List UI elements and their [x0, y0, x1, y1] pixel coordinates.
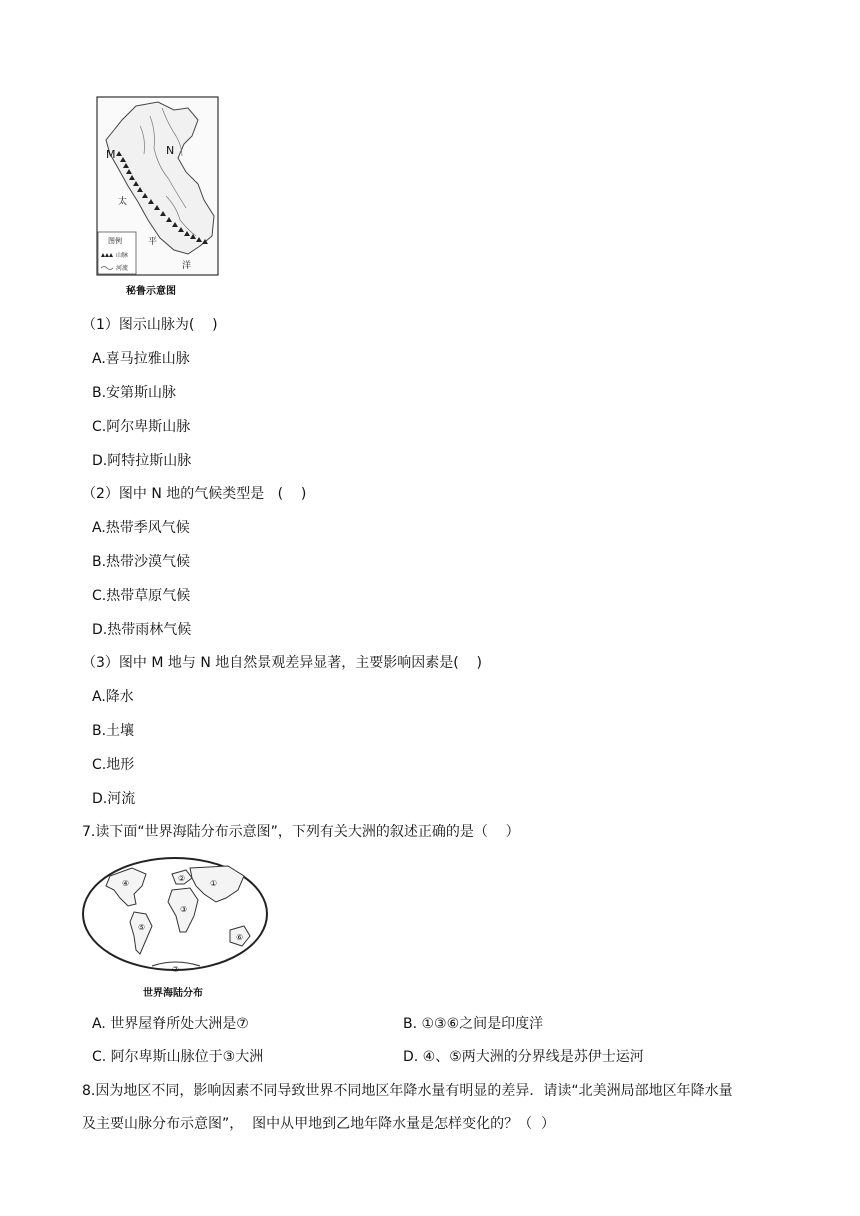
- q6-3-option-b: B.土壤: [92, 723, 135, 739]
- q6-2-option-b: B.热带沙漠气候: [92, 554, 191, 570]
- q6-2-option-a: A.热带季风气候: [92, 520, 190, 536]
- q6-2-option-c: C.热带草原气候: [92, 588, 191, 604]
- map-number-3: ③: [180, 905, 188, 914]
- q8-stem-line-2: 及主要山脉分布示意图”， 图中从甲地到乙地年降水量是怎样变化的？（ ）: [82, 1116, 556, 1132]
- legend-title: 图例: [108, 237, 122, 245]
- legend-mountain-label: 山脉: [116, 252, 129, 259]
- q6-2-stem: （2）图中 N 地的气候类型是 ( ): [82, 486, 307, 502]
- map-number-7: ⑦: [172, 965, 180, 974]
- legend-mountain-icon: [101, 253, 113, 257]
- q8-stem-line-1: 8.因为地区不同，影响因素不同导致世界不同地区年降水量有明显的差异．请读“北美洲局部地区年降水量: [82, 1083, 733, 1099]
- q6-3-option-d: D.河流: [92, 791, 136, 807]
- peru-map-figure: [96, 96, 220, 276]
- q6-1-option-d: D.阿特拉斯山脉: [92, 453, 192, 469]
- q7-option-b: B. ①③⑥之间是印度洋: [403, 1016, 544, 1032]
- label-m: M: [106, 148, 116, 161]
- label-ocean-1: 太: [118, 197, 128, 207]
- map-number-6: ⑥: [236, 933, 244, 942]
- q6-1-option-a: A.喜马拉雅山脉: [92, 351, 190, 367]
- q6-3-option-a: A.降水: [92, 689, 134, 705]
- world-map-caption: 世界海陆分布: [143, 988, 203, 999]
- label-n: N: [166, 144, 175, 157]
- map-number-5: ⑤: [138, 923, 146, 932]
- peru-map-caption: 秘鲁示意图: [126, 286, 176, 297]
- q6-2-option-d: D.热带雨林气候: [92, 622, 192, 638]
- map-number-2: ②: [178, 874, 186, 883]
- legend-river-label: 河流: [116, 265, 129, 272]
- q7-option-c: C. 阿尔卑斯山脉位于③大洲: [92, 1049, 264, 1065]
- q7-option-d: D. ④、⑤两大洲的分界线是苏伊士运河: [403, 1049, 644, 1065]
- q7-option-a: A. 世界屋脊所处大洲是⑦: [92, 1016, 249, 1032]
- map-number-4: ④: [122, 879, 130, 888]
- q6-1-option-c: C.阿尔卑斯山脉: [92, 419, 191, 435]
- q6-1-option-b: B.安第斯山脉: [92, 385, 177, 401]
- q6-1-stem: （1）图示山脉为( ): [82, 317, 218, 333]
- world-map-figure: [80, 854, 270, 978]
- q6-3-option-c: C.地形: [92, 757, 135, 773]
- q6-3-stem: （3）图中 M 地与 N 地自然景观差异显著，主要影响因素是( ): [82, 655, 482, 671]
- peru-map-image: [96, 96, 220, 276]
- label-ocean-3: 洋: [182, 261, 192, 271]
- world-map-image: [80, 854, 270, 978]
- map-number-1: ①: [210, 879, 218, 888]
- q7-stem: 7.读下面“世界海陆分布示意图”，下列有关大洲的叙述正确的是（ ）: [82, 824, 520, 840]
- label-ocean-2: 平: [148, 237, 158, 247]
